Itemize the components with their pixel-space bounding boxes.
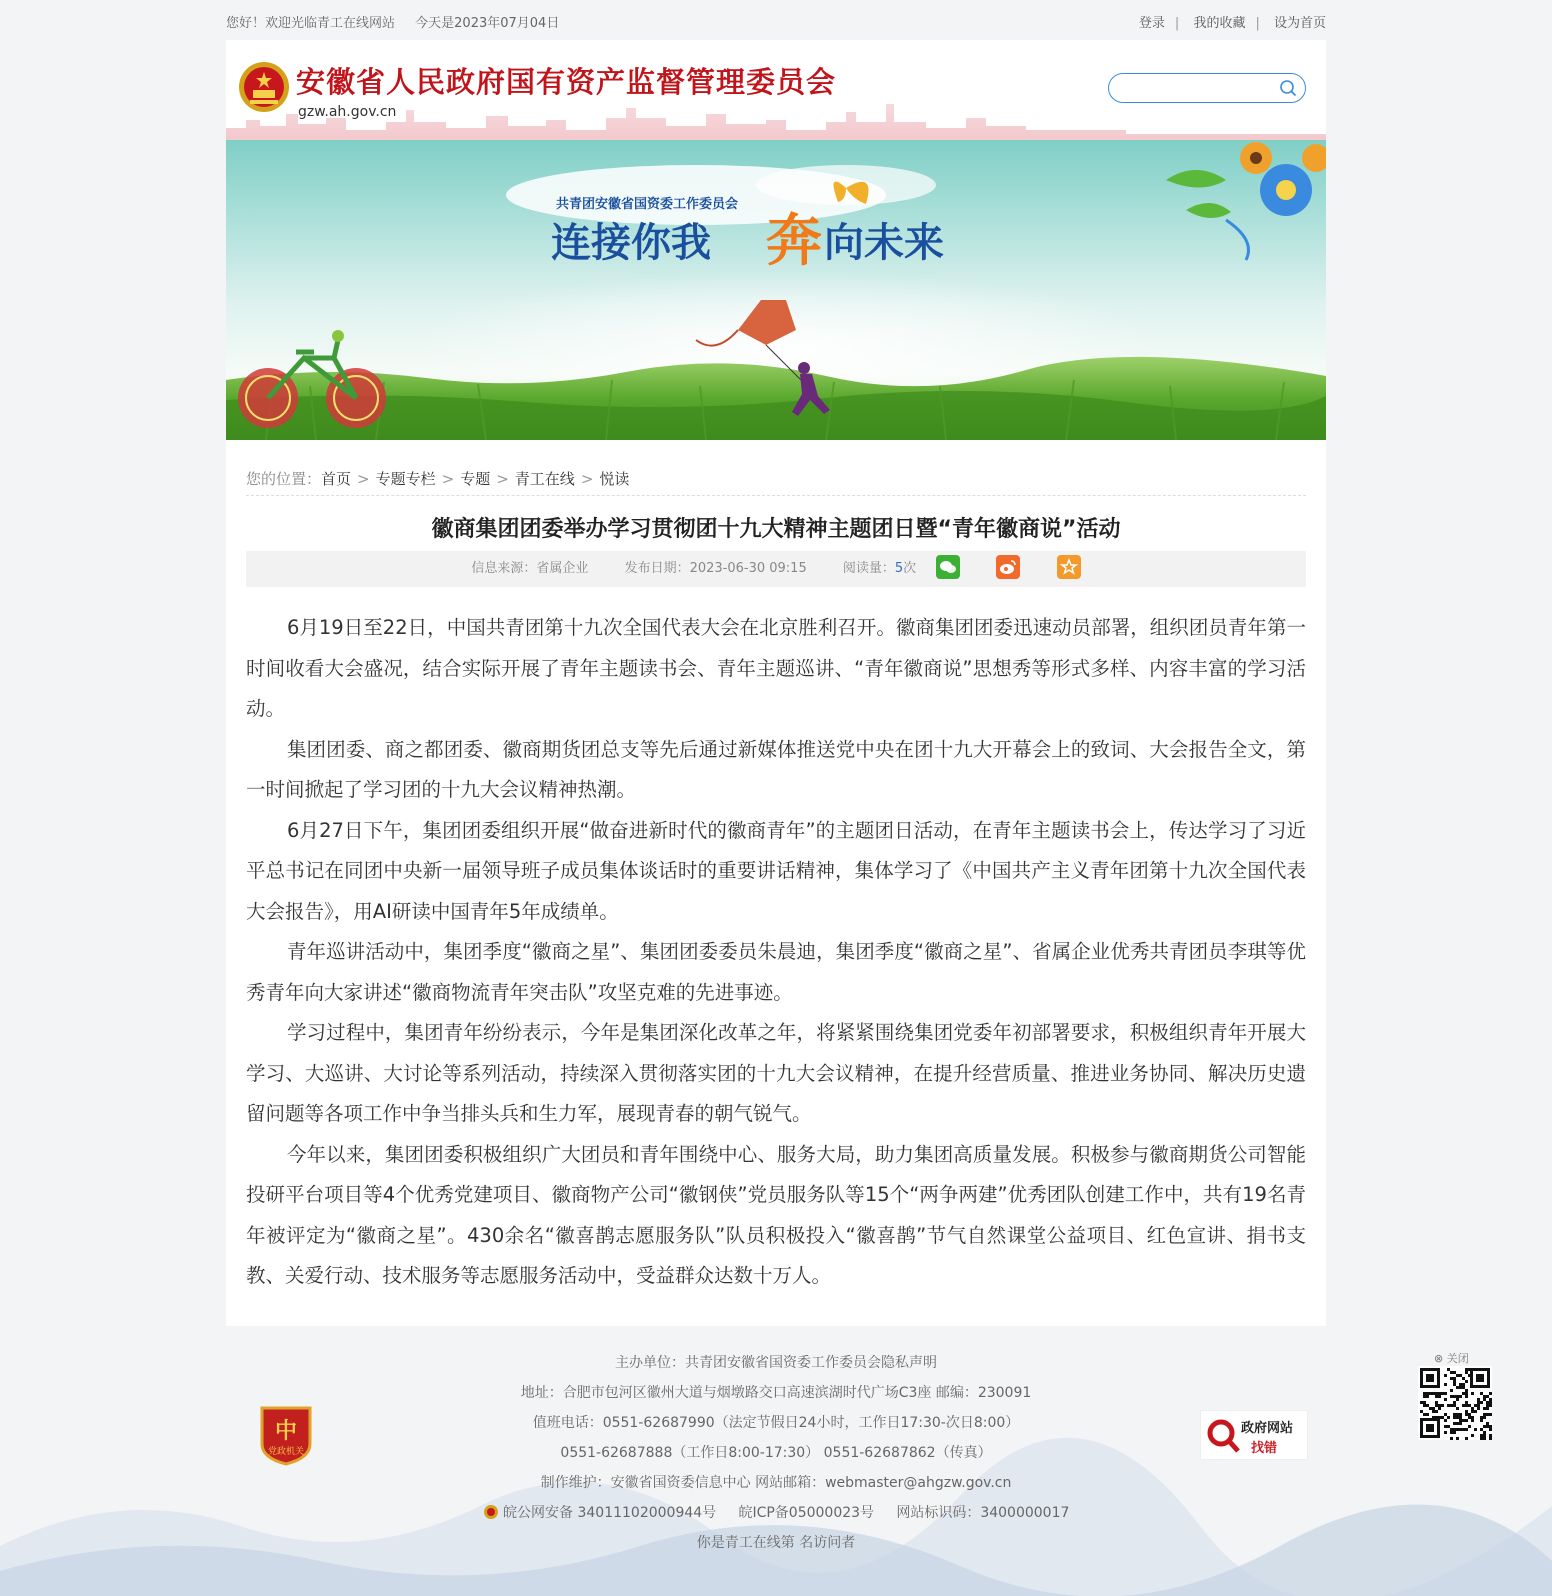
search-input[interactable] (1123, 79, 1277, 96)
weibo-share-icon[interactable] (996, 555, 1020, 579)
banner-slogan-left: 连接你我 (551, 221, 711, 265)
article-body (246, 608, 1306, 1297)
qr-code (1418, 1366, 1492, 1440)
article-paragraph: 6月27日下午，集团团委组织开展“做奋进新时代的徽商青年”的主题团日活动，在青年主题读书会上，传达学习了习近平总书记在同团中央新一届领导班子成员集体谈话时的重要讲话精神，集体学习了《中国共产主义青年团第十九次全国代表大会报告》，用AI研读中国青年5年成绩单。 (246, 818, 1306, 923)
svg-text:党政机关: 党政机关 (267, 1446, 305, 1456)
breadcrumb-label: 您的位置： (246, 470, 322, 488)
site-footer (0, 1326, 1552, 1596)
footer-phone-2: 0551-62687888（工作日8:00-17:30） 0551-62687862（传真） (560, 1445, 992, 1461)
party-gov-icon (258, 1404, 314, 1466)
footer-address: 地址：合肥市包河区徽州大道与烟墩路交口高速滨湖时代广场C3座 邮编：230091 (520, 1385, 1032, 1401)
reads-count: 5 (894, 561, 904, 576)
article-paragraph: 学习过程中，集团青年纷纷表示，今年是集团深化改革之年，将紧紧围绕集团党委年初部署要求，积极组织青年开展大学习、大巡讲、大讨论等系列活动，持续深入贯彻落实团的十九大会议精神，在提升经营质量、推进业务协同、解决历史遗留问题等各项工作中争当排头兵和生力军，展现青春的朝气锐气。 (246, 1021, 1306, 1125)
breadcrumb-yuedu[interactable]: 悦读 (599, 470, 630, 488)
footer-record-line (0, 1498, 1552, 1528)
article-meta (246, 551, 1306, 587)
banner (226, 140, 1326, 440)
gov-site-error-report[interactable] (1200, 1410, 1308, 1460)
article-source: 信息来源：省属企业 (471, 561, 589, 576)
site-header (226, 40, 1326, 140)
article-paragraph: 6月19日至22日，中国共青团第十九次全国代表大会在北京胜利召开。徽商集团团委迅速动员部署，组织团员青年第一时间收看大会盛况，结合实际开展了青年主题读书会、青年主题巡讲、“青年徽商说”思想秀等形式多样、内容丰富的学习活动。 (246, 616, 1306, 720)
svg-text:中: 中 (274, 1418, 298, 1443)
magnifier-icon (1205, 1413, 1241, 1457)
breadcrumb-qinggong[interactable]: 青工在线 (514, 470, 575, 488)
police-record-link[interactable]: 皖公网安备 34011102000944号 (503, 1505, 717, 1521)
breadcrumb-special[interactable]: 专题 (460, 470, 491, 488)
footer-phone-1: 值班电话：0551-62687990（法定节假日24小时，工作日17:30-次日8:00） (532, 1415, 1020, 1431)
footer-maintain: 制作维护：安徽省国资委信息中心 网站邮箱：webmaster@ahgzw.gov.cn (540, 1475, 1012, 1491)
article-date: 发布日期：2023-06-30 09:15 (624, 561, 807, 576)
national-emblem-icon (238, 60, 290, 116)
breadcrumb-topics[interactable]: 专题专栏 (375, 470, 436, 488)
search-icon[interactable] (1279, 79, 1297, 97)
police-badge-icon (483, 1504, 499, 1520)
site-title: 安徽省人民政府国有资产监督管理委员会 (296, 65, 837, 99)
breadcrumb-home[interactable]: 首页 (321, 470, 352, 488)
party-gov-badge[interactable] (258, 1404, 314, 1466)
zhaocuo-bottom-text: 找错 (1251, 1441, 1278, 1456)
article-title: 徽商集团团委举办学习贯彻团十九大精神主题团日暨“青年徽商说”活动 (431, 517, 1121, 542)
favorites-link[interactable]: 我的收藏 (1193, 16, 1246, 31)
search-box (1108, 73, 1306, 103)
top-bar: 您好！欢迎光临青工在线网站 今天是2023年07月04日 登录 | 我的收藏 | 设为首页 (226, 16, 1326, 31)
footer-info (0, 1348, 1552, 1558)
breadcrumb: 您的位置：首页 > 专题专栏 > 专题 > 青工在线 > 悦读 (246, 470, 630, 488)
banner-illustration (226, 140, 1326, 440)
banner-slogan-mid: 奔 (766, 209, 822, 272)
qr-code-image (1418, 1366, 1492, 1440)
favorite-star-icon[interactable] (1057, 555, 1081, 579)
article-container (226, 440, 1326, 1326)
zhaocuo-top-text: 政府网站 (1241, 1421, 1294, 1436)
divider (246, 495, 1306, 496)
qr-close-button[interactable]: ⊗ 关闭 (1434, 1352, 1469, 1365)
banner-org-text: 共青团安徽省国资委工作委员会 (556, 196, 739, 211)
wechat-share-icon[interactable] (936, 555, 960, 579)
footer-visitors: 你是青工在线第 名访问者 (696, 1535, 856, 1551)
article-paragraph: 青年巡讲活动中，集团季度“徽商之星”、集团团委委员朱晨迪，集团季度“徽商之星”、省属企业优秀共青团员李琪等优秀青年向大家讲述“徽商物流青年突击队”攻坚克难的先进事迹。 (246, 940, 1306, 1004)
banner-slogan-right: 向未来 (824, 221, 944, 265)
welcome-text: 您好！欢迎光临青工在线网站 (226, 16, 396, 31)
article-paragraph: 今年以来，集团团委积极组织广大团员和青年围绕中心、服务大局，助力集团高质量发展。积极参与徽商期货公司智能投研平台项目等4个优秀党建项目、徽商物产公司“徽钢侠”党员服务队等15个“两争两建”优秀团队创建工作中，共有19名青年被评定为“徽商之星”。430余名“徽喜鹊志愿服务队”队员积极投入“徽喜鹊”节气自然课堂公益项目、红色宣讲、捐书支教、关爱行动、技术服务等志愿服务活动中，受益群众达数十万人。 (246, 1142, 1306, 1287)
article-paragraph: 集团团委、商之都团委、徽商期货团总支等先后通过新媒体推送党中央在团十九大开幕会上的致词、大会报告全文，第一时间掀起了学习团的十九大会议精神热潮。 (246, 737, 1306, 801)
footer-sponsor: 主办单位：共青团安徽省国资委工作委员会隐私声明 (615, 1355, 937, 1371)
icp-record-link[interactable]: 皖ICP备05000023号 (738, 1505, 875, 1521)
today-date: 今天是2023年07月04日 (415, 16, 560, 31)
site-domain: gzw.ah.gov.cn (298, 104, 397, 120)
set-homepage-link[interactable]: 设为首页 (1273, 16, 1326, 31)
site-code: 网站标识码：3400000017 (896, 1505, 1070, 1521)
article-reads: 阅读量：5次 (842, 561, 917, 576)
login-link[interactable]: 登录 (1138, 16, 1165, 31)
